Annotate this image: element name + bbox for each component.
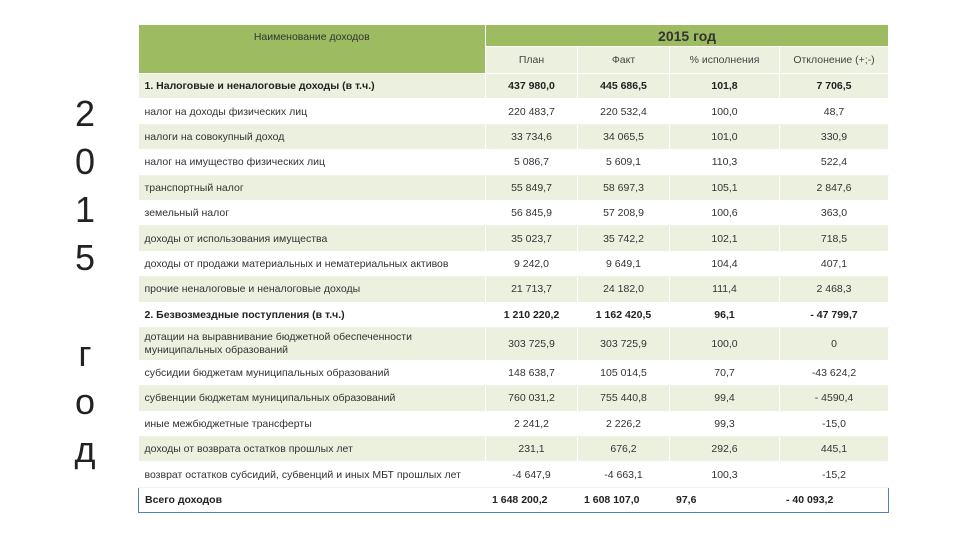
side-title-char: 2 <box>74 93 96 134</box>
header-fact: Факт <box>578 47 670 74</box>
side-title-gap <box>60 282 110 330</box>
side-title-char: 1 <box>74 189 96 230</box>
table-row <box>139 200 889 225</box>
row-percent: 110,3 <box>670 150 780 175</box>
row-percent: 102,1 <box>670 226 780 251</box>
row-name: доходы от продажи материальных и нематериальных активов <box>139 251 486 276</box>
table-row <box>139 99 889 124</box>
side-title-char: 0 <box>74 141 96 182</box>
row-deviation: -43 624,2 <box>780 360 889 385</box>
row-fact: 1 162 420,5 <box>578 302 670 327</box>
row-plan: 2 241,2 <box>486 411 578 436</box>
row-name: налоги на совокупный доход <box>139 124 486 149</box>
row-name: субсидии бюджетам муниципальных образований <box>139 360 486 385</box>
table-row <box>139 462 889 487</box>
row-fact: 755 440,8 <box>578 386 670 411</box>
table-row <box>139 437 889 462</box>
row-plan: 21 713,7 <box>486 277 578 302</box>
side-title-vertical <box>60 90 110 474</box>
total-percent: 97,6 <box>670 487 780 512</box>
row-deviation: -15,0 <box>780 411 889 436</box>
row-name: доходы от использования имущества <box>139 226 486 251</box>
side-title-char: о <box>74 381 96 422</box>
table-row <box>139 411 889 436</box>
row-name: возврат остатков субсидий, субвенций и иных МБТ прошлых лет <box>139 462 486 487</box>
header-percent: % исполнения <box>670 47 780 74</box>
table-row <box>139 175 889 200</box>
row-plan: 9 242,0 <box>486 251 578 276</box>
row-name: налог на имущество физических лиц <box>139 150 486 175</box>
table-row <box>139 360 889 385</box>
row-deviation: 7 706,5 <box>780 74 889 99</box>
row-plan: 231,1 <box>486 437 578 462</box>
row-percent: 100,3 <box>670 462 780 487</box>
row-plan: -4 647,9 <box>486 462 578 487</box>
table-row <box>139 251 889 276</box>
row-percent: 99,3 <box>670 411 780 436</box>
header-deviation: Отклонение (+;-) <box>780 47 889 74</box>
header-name-column: Наименование доходов <box>139 25 486 74</box>
row-name: дотации на выравнивание бюджетной обеспеченности муниципальных образований <box>139 327 486 360</box>
row-fact: 57 208,9 <box>578 200 670 225</box>
row-plan: 33 734,6 <box>486 124 578 149</box>
row-plan: 35 023,7 <box>486 226 578 251</box>
row-deviation: 363,0 <box>780 200 889 225</box>
row-percent: 99,4 <box>670 386 780 411</box>
side-title-char: д <box>74 429 96 470</box>
total-fact: 1 608 107,0 <box>578 487 670 512</box>
table-row <box>139 150 889 175</box>
total-name: Всего доходов <box>139 487 486 512</box>
table-body <box>139 74 889 488</box>
row-percent: 104,4 <box>670 251 780 276</box>
row-deviation: 522,4 <box>780 150 889 175</box>
row-deviation: - 4590,4 <box>780 386 889 411</box>
row-fact: 2 226,2 <box>578 411 670 436</box>
row-percent: 100,0 <box>670 99 780 124</box>
row-plan: 5 086,7 <box>486 150 578 175</box>
row-fact: 9 649,1 <box>578 251 670 276</box>
row-fact: 35 742,2 <box>578 226 670 251</box>
row-fact: 34 065,5 <box>578 124 670 149</box>
row-deviation: -15,2 <box>780 462 889 487</box>
row-plan: 220 483,7 <box>486 99 578 124</box>
total-plan: 1 648 200,2 <box>486 487 578 512</box>
total-deviation: - 40 093,2 <box>780 487 889 512</box>
row-name: земельный налог <box>139 200 486 225</box>
row-plan: 148 638,7 <box>486 360 578 385</box>
row-name: прочие неналоговые и неналоговые доходы <box>139 277 486 302</box>
row-percent: 100,0 <box>670 327 780 360</box>
row-percent: 101,0 <box>670 124 780 149</box>
row-deviation: 2 847,6 <box>780 175 889 200</box>
row-plan: 56 845,9 <box>486 200 578 225</box>
row-fact: 445 686,5 <box>578 74 670 99</box>
row-fact: 676,2 <box>578 437 670 462</box>
row-deviation: - 47 799,7 <box>780 302 889 327</box>
row-fact: 24 182,0 <box>578 277 670 302</box>
table-row <box>139 302 889 327</box>
revenue-table <box>138 25 889 513</box>
row-percent: 105,1 <box>670 175 780 200</box>
row-name: иные межбюджетные трансферты <box>139 411 486 436</box>
table-row <box>139 74 889 99</box>
row-fact: 105 014,5 <box>578 360 670 385</box>
row-deviation: 48,7 <box>780 99 889 124</box>
row-name: доходы от возврата остатков прошлых лет <box>139 437 486 462</box>
table-row <box>139 226 889 251</box>
row-deviation: 330,9 <box>780 124 889 149</box>
table-row <box>139 124 889 149</box>
row-fact: 5 609,1 <box>578 150 670 175</box>
table-row <box>139 277 889 302</box>
row-fact: -4 663,1 <box>578 462 670 487</box>
header-plan: План <box>486 47 578 74</box>
table-row <box>139 327 889 360</box>
row-percent: 100,6 <box>670 200 780 225</box>
row-deviation: 718,5 <box>780 226 889 251</box>
row-plan: 760 031,2 <box>486 386 578 411</box>
row-deviation: 407,1 <box>780 251 889 276</box>
row-percent: 96,1 <box>670 302 780 327</box>
row-deviation: 445,1 <box>780 437 889 462</box>
row-name: 1. Налоговые и неналоговые доходы (в т.ч.) <box>139 74 486 99</box>
row-plan: 437 980,0 <box>486 74 578 99</box>
header-year: 2015 год <box>486 25 889 47</box>
table-row <box>139 386 889 411</box>
row-name: 2. Безвозмездные поступления (в т.ч.) <box>139 302 486 327</box>
row-percent: 101,8 <box>670 74 780 99</box>
row-percent: 70,7 <box>670 360 780 385</box>
row-plan: 303 725,9 <box>486 327 578 360</box>
total-row <box>139 487 889 512</box>
row-name: транспортный налог <box>139 175 486 200</box>
row-percent: 292,6 <box>670 437 780 462</box>
row-plan: 55 849,7 <box>486 175 578 200</box>
row-fact: 58 697,3 <box>578 175 670 200</box>
side-title-char: 5 <box>74 237 96 278</box>
row-fact: 220 532,4 <box>578 99 670 124</box>
side-title-char: г <box>78 333 92 374</box>
row-fact: 303 725,9 <box>578 327 670 360</box>
row-deviation: 0 <box>780 327 889 360</box>
row-percent: 111,4 <box>670 277 780 302</box>
row-name: налог на доходы физических лиц <box>139 99 486 124</box>
row-plan: 1 210 220,2 <box>486 302 578 327</box>
row-deviation: 2 468,3 <box>780 277 889 302</box>
row-name: субвенции бюджетам муниципальных образований <box>139 386 486 411</box>
